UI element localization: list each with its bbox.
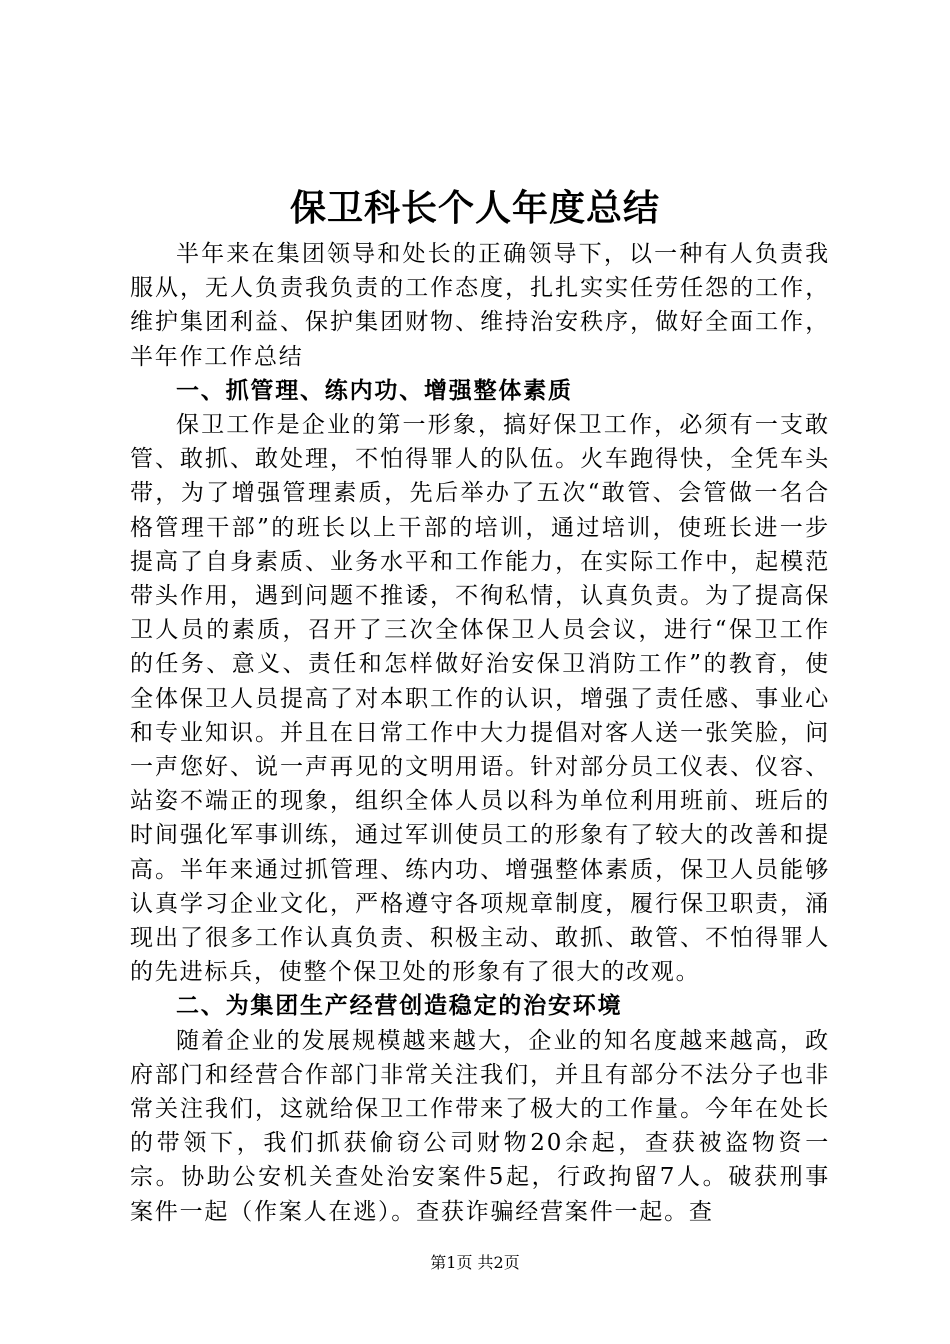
- section-2-paragraph: 随着企业的发展规模越来越大，企业的知名度越来越高，政府部门和经营合作部门非常关注我们，并且有部分不法分子也非常关注我们，这就给保卫工作带来了极大的工作量。今年在处长的带领下，我们抓获偷窃公司财物20余起，查获被盗物资一宗。协助公安机关查处治安案件5起，行政拘留7人。破获刑事案件一起（作案人在逃）。查获诈骗经营案件一起。查: [130, 1027, 830, 1225]
- document-title: 保卫科长个人年度总结: [289, 187, 660, 229]
- section-1-paragraph: 保卫工作是企业的第一形象，搞好保卫工作，必须有一支敢管、敢抓、敢处理，不怕得罪人的队伍。火车跑得快，全凭车头带，为了增强管理素质，先后举办了五次“敢管、会管做一名合格管理干部”的班长以上干部的培训，通过培训，使班长进一步提高了自身素质、业务水平和工作能力，在实际工作中，起模范带头作用，遇到问题不推诿，不徇私情，认真负责。为了提高保卫人员的素质，召开了三次全体保卫人员会议，进行“保卫工作的任务、意义、责任和怎样做好治安保卫消防工作”的教育，使全体保卫人员提高了对本职工作的认识，增强了责任感、事业心和专业知识。并且在日常工作中大力提倡对客人送一张笑脸，问一声您好、说一声再见的文明用语。针对部分员工仪表、仪容、站姿不端正的现象，组织全体人员以科为单位利用班前、班后的时间强化军事训练，通过军训使员工的形象有了较大的改善和提高。半年来通过抓管理、练内功、增强整体素质，保卫人员能够认真学习企业文化，严格遵守各项规章制度，履行保卫职责，涌现出了很多工作认真负责、积极主动、敢抓、敢管、不怕得罪人的先进标兵，使整个保卫处的形象有了很大的改观。: [130, 412, 830, 986]
- section-1-heading: 一、抓管理、练内功、增强整体素质: [176, 376, 573, 404]
- document-body: [130, 237, 830, 1229]
- intro-paragraph: 半年来在集团领导和处长的正确领导下，以一种有人负责我服从，无人负责我负责的工作态度，扎扎实实任劳任怨的工作，维护集团利益、保护集团财物、维持治安秩序，做好全面工作，半年作工作总结: [130, 241, 830, 370]
- section-2-heading: 二、为集团生产经营创造稳定的治安环境: [176, 992, 623, 1020]
- page-footer: 第1页 共2页: [430, 1253, 520, 1272]
